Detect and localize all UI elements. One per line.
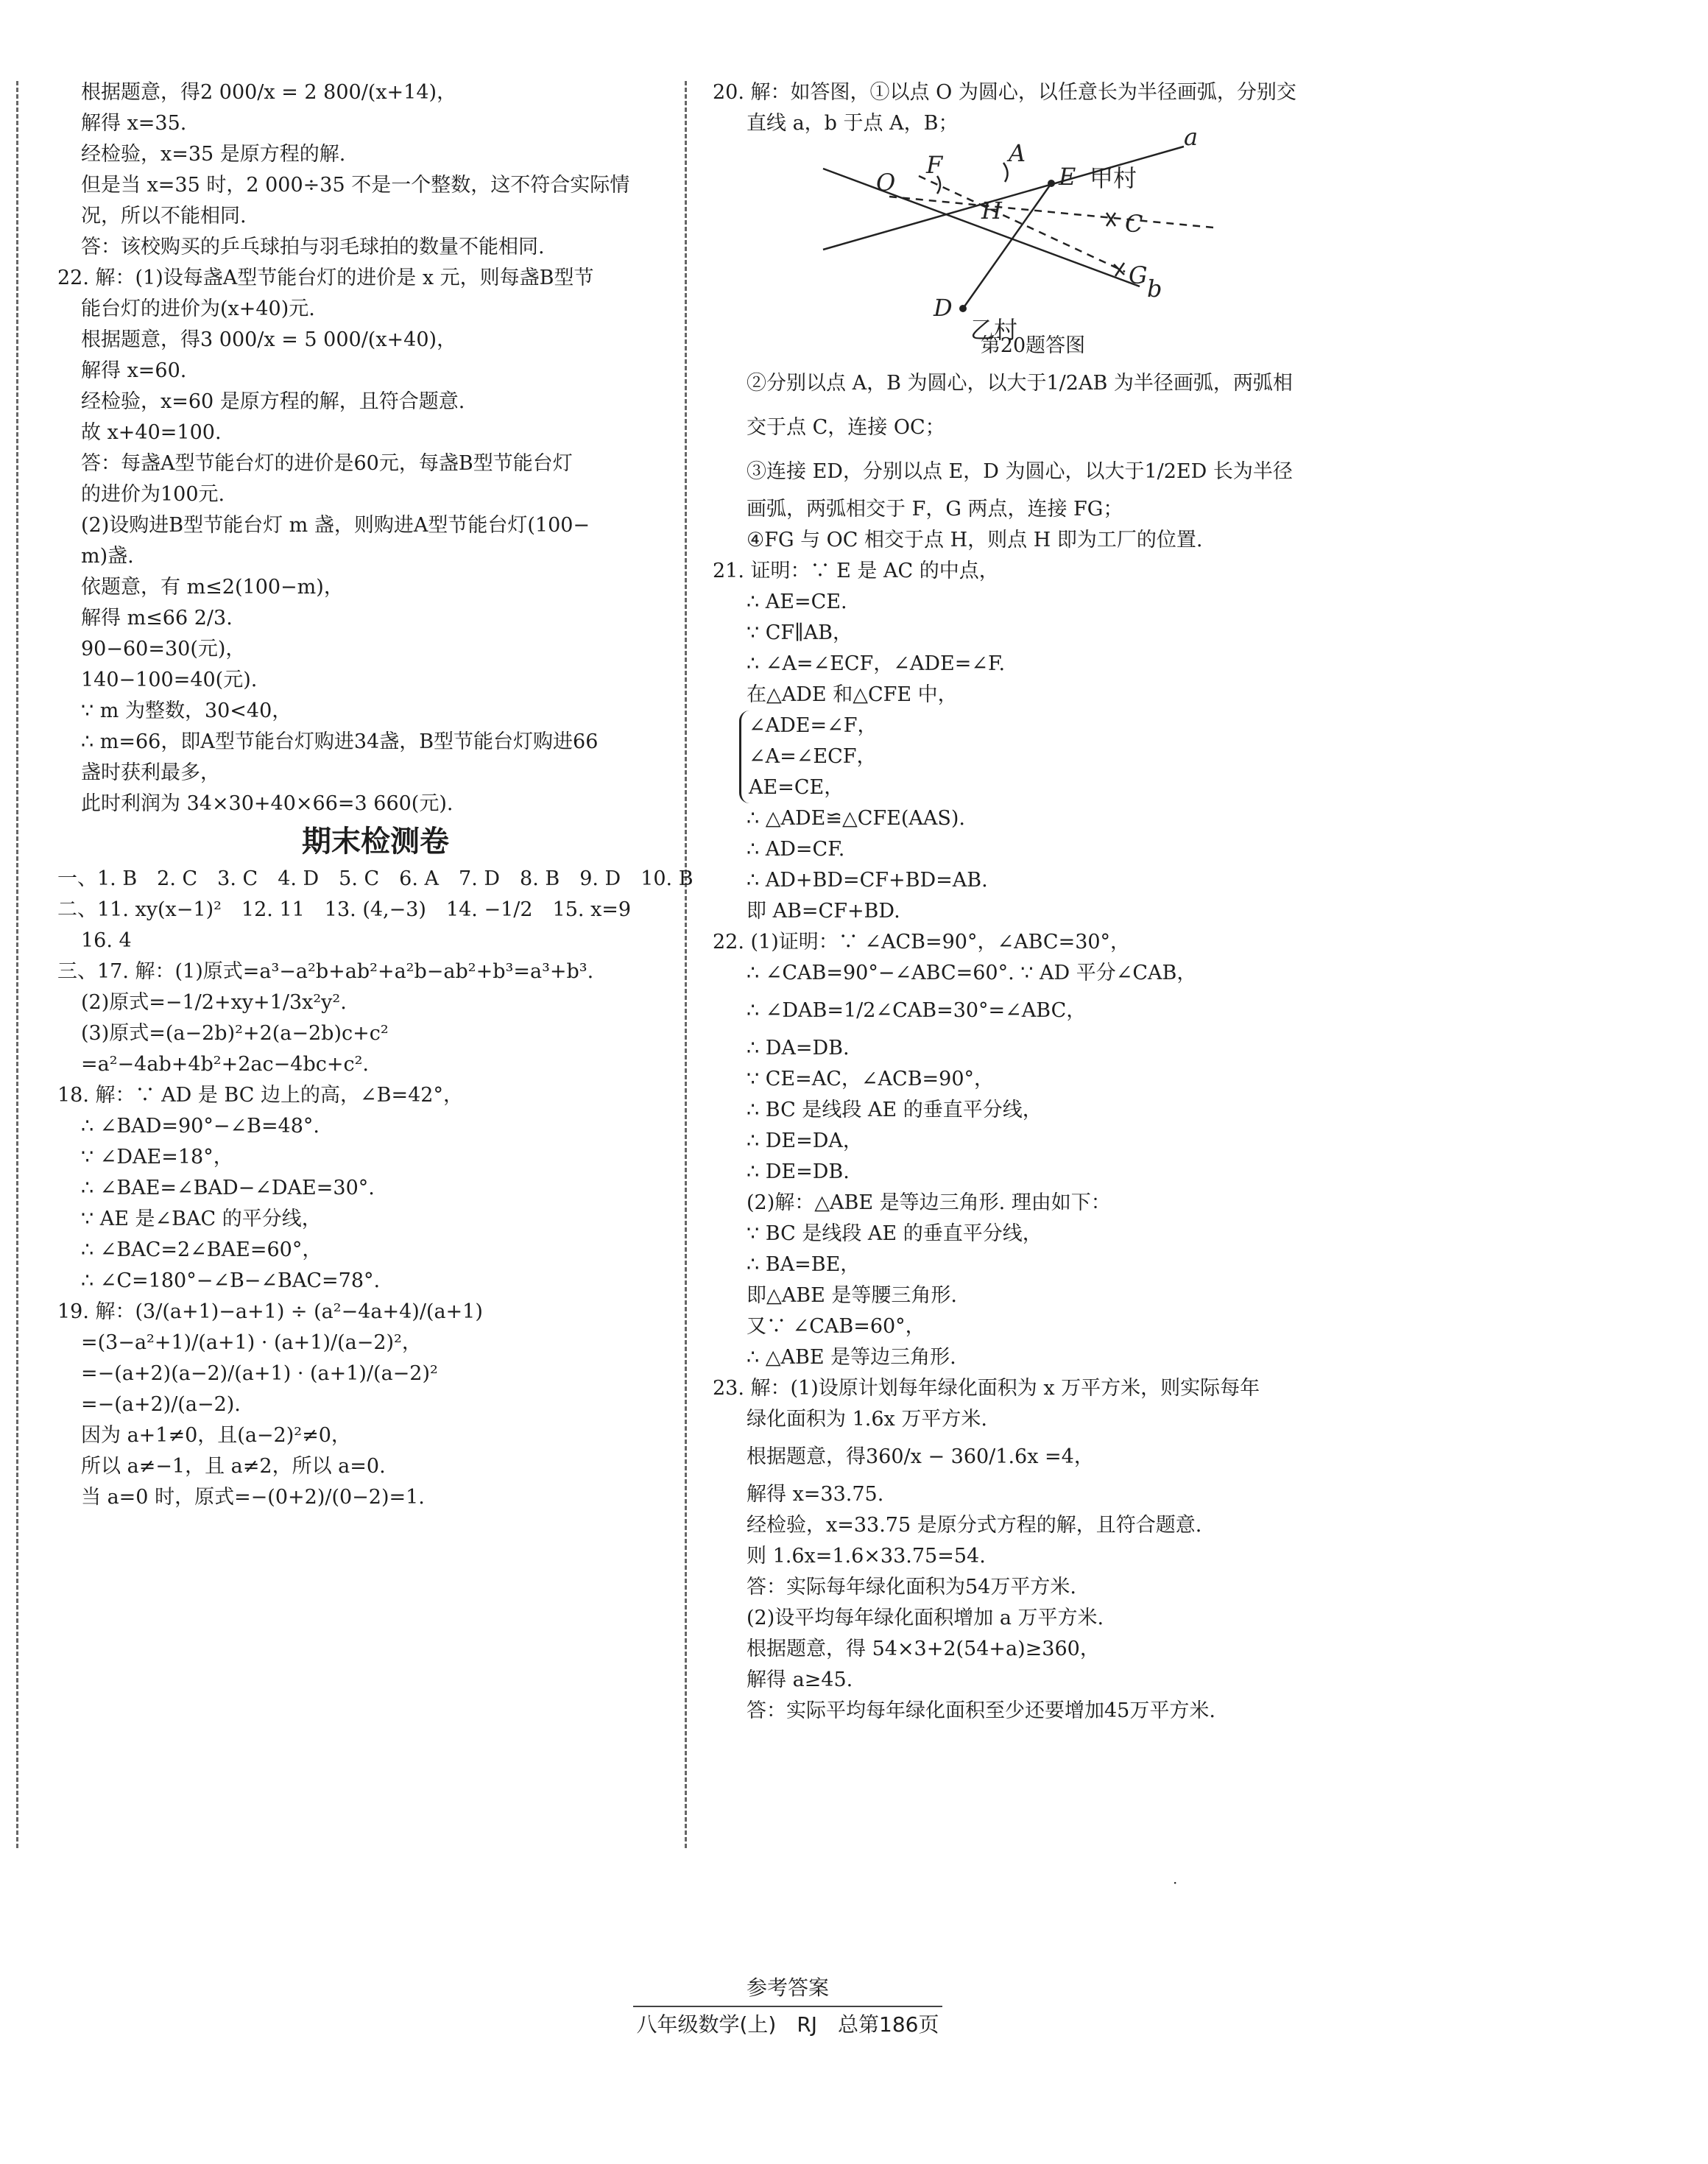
text-line: ∴ ∠A=∠ECF，∠ADE=∠F.: [747, 652, 1006, 675]
text-line: ∵ CE=AC，∠ACB=90°，: [747, 1068, 995, 1090]
text-line: 解得 x=33.75.: [747, 1483, 884, 1506]
label-a-line: a: [1184, 123, 1199, 151]
text-line: 140−100=40(元).: [81, 669, 258, 691]
text-line: ∴ DE=DB.: [747, 1160, 850, 1183]
question-heading: 三、17. 解：(1)原式=a³−a²b+ab²+a²b−ab²+b³=a³+b³.: [57, 960, 594, 983]
text-line: 经检验，x=60 是原方程的解，且符合题意.: [81, 390, 465, 413]
text-line: 因为 a+1≠0，且(a−2)²≠0，: [81, 1424, 351, 1447]
text-line: 解得 x=35.: [81, 112, 187, 135]
footer-rule: [633, 2006, 942, 2007]
question-heading: 21. 证明：∵ E 是 AC 的中点，: [713, 560, 999, 582]
text-line: (2)设购进B型节能台灯 m 盏，则购进A型节能台灯(100−: [81, 514, 590, 537]
brace-line: ∠A=∠ECF，: [749, 745, 877, 768]
text-line: 经检验，x=33.75 是原分式方程的解，且符合题意.: [747, 1514, 1202, 1537]
text-line: 交于点 C，连接 OC；: [747, 416, 945, 439]
text-line: ∴ ∠BAE=∠BAD−∠DAE=30°.: [81, 1177, 375, 1199]
text-line: ∵ AE 是∠BAC 的平分线，: [81, 1208, 322, 1230]
text-line: 此时利润为 34×30+40×66=3 660(元).: [81, 792, 454, 815]
text-line: ∴ ∠BAC=2∠BAE=60°，: [81, 1238, 322, 1261]
footer-title: 参考答案: [746, 1976, 829, 2000]
footer-page-info: 八年级数学(上) RJ 总第186页: [636, 2012, 939, 2037]
text-line: 根据题意，得2 000/x = 2 800/(x+14)，: [81, 81, 457, 104]
label-e: E: [1059, 163, 1076, 191]
text-line: ∴ AD=CF.: [747, 838, 845, 861]
label-c: C: [1125, 210, 1143, 238]
text-line: 答：每盏A型节能台灯的进价是60元，每盏B型节能台灯: [81, 452, 573, 475]
label-o: O: [876, 169, 896, 197]
text-line: ③连接 ED，分别以点 E，D 为圆心，以大于1/2ED 长为半径: [747, 460, 1293, 483]
text-line: 当 a=0 时，原式=−(0+2)/(0−2)=1.: [81, 1486, 425, 1509]
text-line: 根据题意，得3 000/x = 5 000/(x+40)，: [81, 328, 457, 351]
point-d: [959, 305, 967, 312]
label-f: F: [926, 151, 943, 179]
text-line: ∵ BC 是线段 AE 的垂直平分线，: [747, 1222, 1042, 1245]
text-line: 根据题意，得 54×3+2(54+a)≥360，: [747, 1638, 1100, 1660]
text-line: 依题意，有 m≤2(100−m)，: [81, 576, 344, 599]
text-line: ∴ DE=DA，: [747, 1129, 863, 1152]
section-title: 期末检测卷: [302, 825, 449, 859]
label-b-line: b: [1147, 275, 1162, 303]
text-line: ∴ △ABE 是等边三角形.: [747, 1346, 956, 1369]
answers-fill: 二、11. xy(x−1)² 12. 11 13. (4,−3) 14. −1/2 15. x=9: [57, 898, 632, 921]
text-line: =−(a+2)(a−2)/(a+1) · (a+1)/(a−2)²: [81, 1362, 438, 1385]
text-line: =a²−4ab+4b²+2ac−4bc+c².: [81, 1053, 370, 1076]
text-line: 即 AB=CF+BD.: [747, 900, 900, 923]
text-line: ∴ △ADE≌△CFE(AAS).: [747, 807, 966, 830]
text-line: ∴ ∠CAB=90°−∠ABC=60°. ∵ AD 平分∠CAB，: [747, 962, 1197, 984]
text-line: 所以 a≠−1，且 a≠2，所以 a=0.: [81, 1455, 386, 1478]
text-line: 90−60=30(元)，: [81, 638, 246, 660]
text-line: (2)原式=−1/2+xy+1/3x²y².: [81, 991, 347, 1014]
label-village-jia: 甲村: [1090, 164, 1137, 192]
q20-diagram: [816, 123, 1243, 344]
text-line: 况，所以不能相同.: [81, 205, 247, 228]
text-line: 但是当 x=35 时，2 000÷35 不是一个整数，这不符合实际情: [81, 174, 630, 197]
text-line: (2)解：△ABE 是等边三角形. 理由如下：: [747, 1191, 1111, 1214]
text-line: ∴ ∠DAB=1/2∠CAB=30°=∠ABC，: [747, 999, 1087, 1022]
question-heading: 22. 解：(1)设每盏A型节能台灯的进价是 x 元，则每盏B型节: [57, 267, 594, 289]
label-village-yi: 乙村: [970, 316, 1018, 344]
answers-choice: 一、1. B 2. C 3. C 4. D 5. C 6. A 7. D 8. B 9. D 10. B: [57, 867, 694, 890]
text-line: ∵ m 为整数，30<40，: [81, 699, 292, 722]
question-heading: 20. 解：如答图，①以点 O 为圆心，以任意长为半径画弧，分别交: [713, 81, 1296, 104]
condition-brace: [739, 711, 877, 803]
text-line: 在△ADE 和△CFE 中，: [747, 683, 958, 706]
text-line: 解得 m≤66 2/3.: [81, 607, 233, 630]
cross-g: [1114, 263, 1124, 276]
label-g: G: [1129, 261, 1148, 289]
question-heading: 22. (1)证明：∵ ∠ACB=90°，∠ABC=30°，: [713, 931, 1131, 954]
text-line: 解得 a≥45.: [747, 1668, 853, 1691]
text-line: 经检验，x=35 是原方程的解.: [81, 143, 346, 166]
text-line: =(3−a²+1)/(a+1) · (a+1)/(a−2)²，: [81, 1331, 422, 1354]
arc-a: [1003, 163, 1008, 182]
brace-line: AE=CE，: [749, 776, 844, 799]
text-line: 又∵ ∠CAB=60°，: [747, 1315, 925, 1338]
question-heading: 23. 解：(1)设原计划每年绿化面积为 x 万平方米，则实际每年: [713, 1377, 1260, 1400]
point-e: [1048, 180, 1055, 187]
text-line: =−(a+2)/(a−2).: [81, 1393, 241, 1416]
stray-dot: ·: [1173, 1874, 1178, 1892]
right-column: [713, 77, 1353, 1727]
text-line: 16. 4: [81, 929, 132, 952]
text-line: 答：实际每年绿化面积为54万平方米.: [747, 1576, 1076, 1599]
text-line: (2)设平均每年绿化面积增加 a 万平方米.: [747, 1607, 1104, 1629]
text-line: ④FG 与 OC 相交于点 H，则点 H 即为工厂的位置.: [747, 529, 1203, 551]
question-heading: 18. 解：∵ AD 是 BC 边上的高，∠B=42°，: [57, 1084, 463, 1107]
text-line: 根据题意，得360/x − 360/1.6x =4，: [747, 1445, 1094, 1468]
text-line: ∴ AD+BD=CF+BD=AB.: [747, 869, 988, 892]
text-line: ∵ CF∥AB，: [747, 621, 853, 644]
text-line: ∵ ∠DAE=18°，: [81, 1146, 233, 1169]
text-line: ∴ AE=CE.: [747, 591, 847, 613]
text-line: 盏时获利最多，: [81, 761, 220, 784]
segment-ed: [963, 183, 1051, 309]
text-line: 解得 x=60.: [81, 359, 187, 382]
column-divider: [685, 81, 687, 1848]
text-line: 画弧，两弧相交于 F，G 两点，连接 FG；: [747, 498, 1123, 521]
left-margin-line: [16, 81, 18, 1848]
cross-c: [1107, 213, 1115, 226]
brace-line: ∠ADE=∠F，: [749, 714, 878, 737]
text-line: 绿化面积为 1.6x 万平方米.: [747, 1408, 987, 1431]
label-h: H: [981, 197, 1002, 225]
text-line: 答：该校购买的乒乓球拍与羽毛球拍的数量不能相同.: [81, 236, 545, 258]
text-line: 答：实际平均每年绿化面积至少还要增加45万平方米.: [747, 1699, 1215, 1722]
text-line: 直线 a，b 于点 A，B；: [747, 112, 959, 135]
text-line: 故 x+40=100.: [81, 421, 222, 444]
text-line: ∴ ∠C=180°−∠B−∠BAC=78°.: [81, 1269, 381, 1292]
text-line: 的进价为100元.: [81, 483, 225, 506]
text-line: ②分别以点 A，B 为圆心，以大于1/2AB 为半径画弧，两弧相: [747, 372, 1293, 395]
page-footer: [633, 1973, 942, 2040]
text-line: 即△ABE 是等腰三角形.: [747, 1284, 957, 1307]
figure-caption: 第20题答图: [980, 334, 1086, 357]
text-line: (3)原式=(a−2b)²+2(a−2b)c+c²: [81, 1022, 389, 1045]
text-line: ∴ BA=BE，: [747, 1253, 861, 1276]
question-heading: 19. 解：(3/(a+1)−a+1) ÷ (a²−4a+4)/(a+1): [57, 1300, 483, 1323]
text-line: ∴ m=66，即A型节能台灯购进34盏，B型节能台灯购进66: [81, 730, 599, 753]
label-d: D: [934, 294, 953, 322]
text-line: ∴ DA=DB.: [747, 1037, 850, 1060]
text-line: 能台灯的进价为(x+40)元.: [81, 297, 315, 320]
text-line: m)盏.: [81, 545, 134, 568]
text-line: ∴ BC 是线段 AE 的垂直平分线，: [747, 1099, 1042, 1121]
left-column: [57, 77, 694, 1513]
label-a: A: [1009, 139, 1026, 167]
text-line: 则 1.6x=1.6×33.75=54.: [747, 1545, 986, 1568]
text-line: ∴ ∠BAD=90°−∠B=48°.: [81, 1115, 320, 1138]
